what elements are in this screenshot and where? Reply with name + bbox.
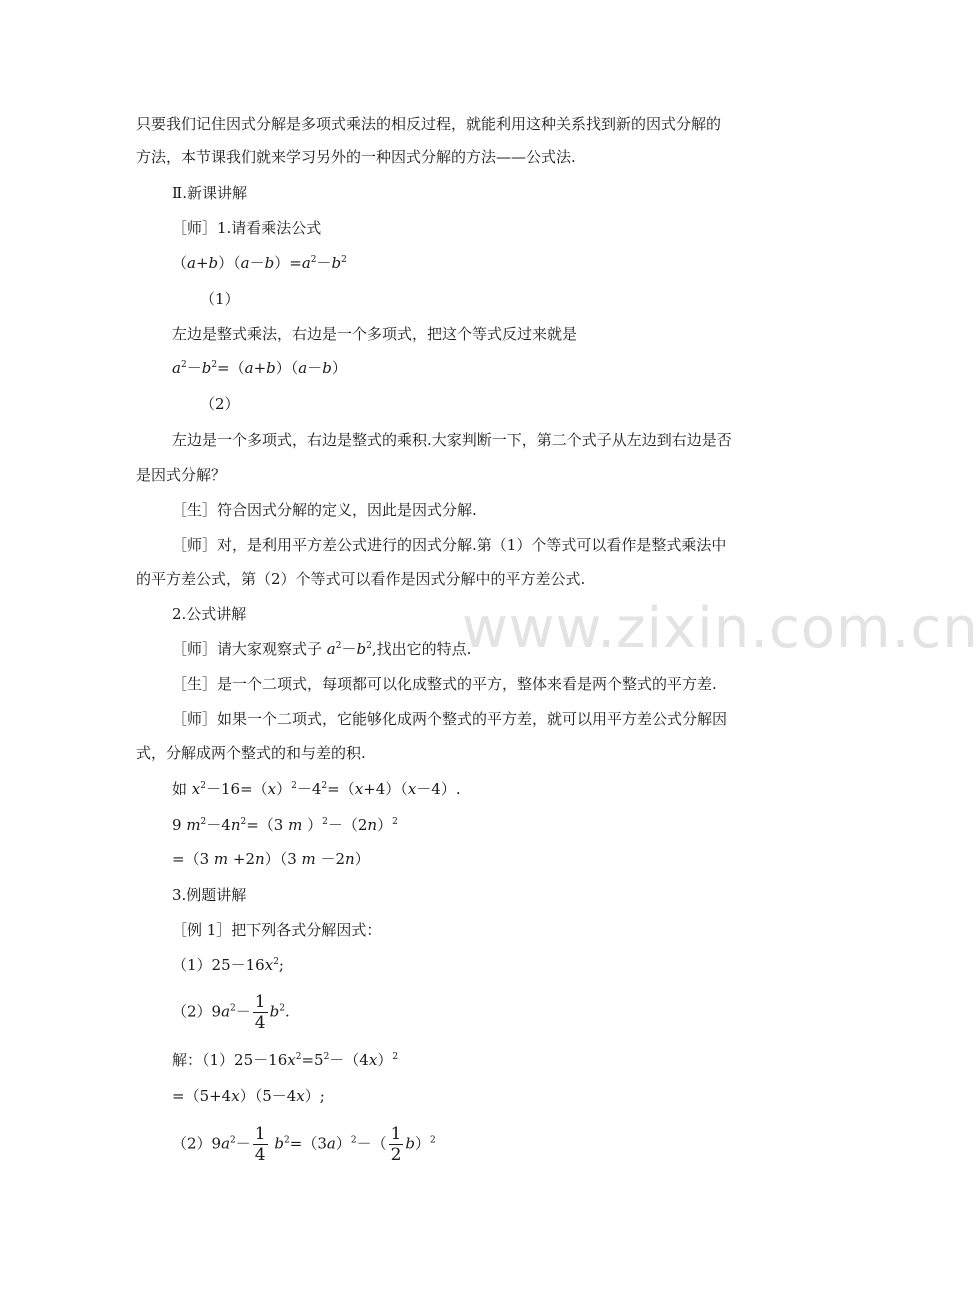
- solution-1-line-1: 解：$(1)25-16x^2=5^2-(4x)^2$: [172, 1051, 399, 1069]
- paragraph-intro-line-2: 方法，本节课我们就来学习另外的一种因式分解的方法——公式法.: [136, 148, 576, 166]
- example-1-prompt: ［例 1］把下列各式分解因式：: [172, 921, 382, 939]
- equation-label-2: （2）: [200, 395, 240, 413]
- paragraph-intro-line-1: 只要我们记住因式分解是多项式乘法的相反过程，就能利用这种关系找到新的因式分解的: [136, 115, 722, 133]
- paragraph-left-side: 左边是整式乘法，右边是一个多项式，把这个等式反过来就是: [172, 325, 578, 343]
- solution-2-line-1: $(2)9a^2-$ $\frac{1}{4}$ $b^2=(3a)^2-$（ $\frac{1}{2}$ b）$^2$: [172, 1124, 436, 1165]
- paragraph-judge-line-2: 是因式分解？: [136, 466, 227, 484]
- problem-2: $(2)9a^2-$ $\frac{1}{4}$ $b^2$.: [172, 992, 290, 1033]
- teacher-if-line-2: 式，分解成两个整式的和与差的积.: [136, 744, 366, 762]
- solution-1-line-2: =（5+4x）（5－4x）;: [172, 1087, 325, 1105]
- student-binomial: ［生］是一个二项式，每项都可以化成整式的平方，整体来看是两个整式的平方差.: [172, 675, 717, 693]
- paragraph-judge-line-1: 左边是一个多项式，右边是整式的乘积.大家判断一下，第二个式子从左边到右边是否: [172, 431, 732, 449]
- example-heading: 3.例题讲解: [172, 886, 247, 904]
- problem-1: $(1)25-16x^2$;: [172, 956, 284, 974]
- fraction-one-fourth: $\frac{1}{4}$: [254, 992, 266, 1033]
- watermark: www.zixin.com.cn: [462, 596, 979, 661]
- fraction-one-half: $\frac{1}{2}$: [390, 1124, 402, 1165]
- example-m-n-line-2: =（3 m +2n）（3 m －2n）: [172, 850, 370, 868]
- teacher-diff-line-1: ［师］对，是利用平方差公式进行的因式分解.第（1）个等式可以看作是整式乘法中: [172, 536, 727, 554]
- equation-label-1: （1）: [200, 290, 240, 308]
- teacher-diff-line-2: 的平方差公式，第（2）个等式可以看作是因式分解中的平方差公式.: [136, 570, 586, 588]
- formula-heading: 2.公式讲解: [172, 605, 247, 623]
- equation-1: $(a+b)(a-b)=a^2-b^2$: [172, 254, 347, 272]
- section-heading: Ⅱ.新课讲解: [172, 184, 247, 202]
- example-m-n-line-1: 9 $m^2-4n^2=(3$ m ）$^2-(2n)^2$: [172, 816, 398, 834]
- example-x-squared: 如 $x^2-16=(x)^2-4^2=(x+4)(x-4)$.: [172, 780, 461, 798]
- student-answer: ［生］符合因式分解的定义，因此是因式分解.: [172, 501, 477, 519]
- teacher-observe: ［师］请大家观察式子 $a^2-b^2$,找出它的特点.: [172, 640, 472, 658]
- fraction-one-fourth-solution: $\frac{1}{4}$: [254, 1124, 266, 1165]
- equation-2: $a^2-b^2=(a+b)(a-b)$: [172, 359, 347, 377]
- teacher-line-formula: ［师］1.请看乘法公式: [172, 219, 322, 237]
- teacher-if-line-1: ［师］如果一个二项式，它能够化成两个整式的平方差，就可以用平方差公式分解因: [172, 710, 728, 728]
